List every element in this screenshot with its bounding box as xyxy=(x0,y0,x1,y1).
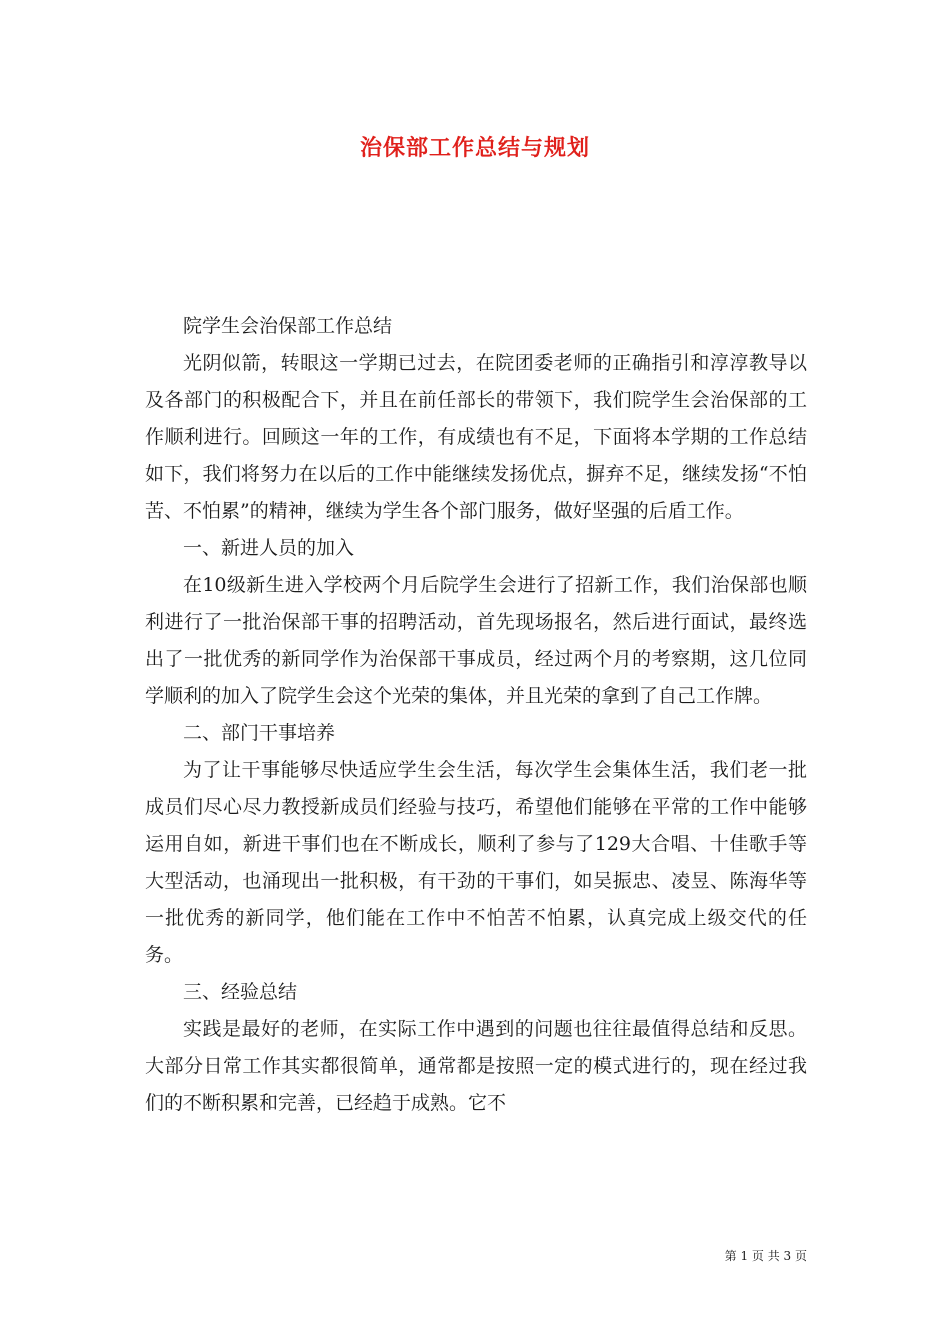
body-paragraph: 光阴似箭，转眼这一学期已过去，在院团委老师的正确指引和淳淳教导以及各部门的积极配合下，并且在前任部长的带领下，我们院学生会治保部的工作顺利进行。回顾这一年的工作，有成绩也有不足，下面将本学期的工作总结如下，我们将努力在以后的工作中能继续发扬优点，摒弃不足，继续发扬“不怕苦、不怕累”的精神，继续为学生各个部门服务，做好坚强的后盾工作。 xyxy=(145,352,807,522)
section-heading: 三、经验总结 xyxy=(183,981,298,1003)
section-heading: 院学生会治保部工作总结 xyxy=(183,315,393,337)
document-body xyxy=(145,308,807,1122)
document-title: 治保部工作总结与规划 xyxy=(359,135,590,161)
body-paragraph: 实践是最好的老师，在实际工作中遇到的问题也往往最值得总结和反思。大部分日常工作其实都很简单，通常都是按照一定的模式进行的，现在经过我们的不断积累和完善，已经趋于成熟。它不 xyxy=(145,1018,807,1114)
section-heading: 二、部门干事培养 xyxy=(183,722,336,744)
body-paragraph: 在10级新生进入学校两个月后院学生会进行了招新工作，我们治保部也顺利进行了一批治保部干事的招聘活动，首先现场报名，然后进行面试，最终选出了一批优秀的新同学作为治保部干事成员，经过两个月的考察期，这几位同学顺利的加入了院学生会这个光荣的集体，并且光荣的拿到了自己工作牌。 xyxy=(145,574,807,707)
section-heading: 一、新进人员的加入 xyxy=(183,537,355,559)
page-number: 第 1 页 共 3 页 xyxy=(724,1249,807,1263)
body-paragraph: 为了让干事能够尽快适应学生会生活，每次学生会集体生活，我们老一批成员们尽心尽力教授新成员们经验与技巧，希望他们能够在平常的工作中能够运用自如，新进干事们也在不断成长，顺利了参与了129大合唱、十佳歌手等大型活动，也涌现出一批积极，有干劲的干事们，如吴振忠、凌昱、陈海华等一批优秀的新同学，他们能在工作中不怕苦不怕累，认真完成上级交代的任务。 xyxy=(145,759,807,966)
